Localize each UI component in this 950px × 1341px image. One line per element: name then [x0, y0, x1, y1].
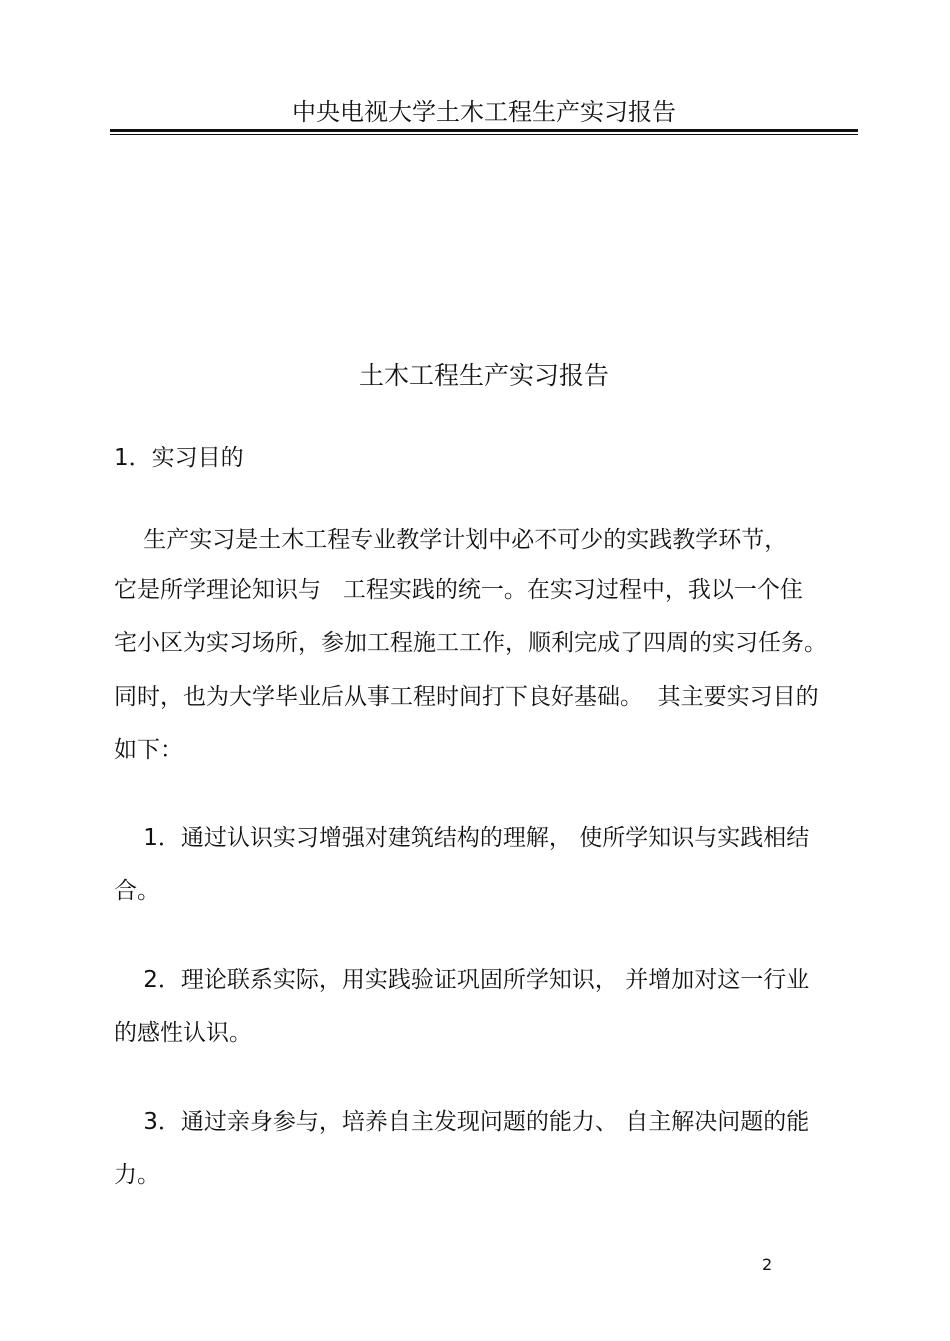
paragraph-line: 生产实习是土木工程专业教学计划中必不可少的实践教学环节， [114, 527, 788, 553]
goal-line: 合。 [114, 878, 160, 904]
goal-line: 2．理论联系实际，用实践验证巩固所学知识， 并增加对这一行业 [114, 967, 810, 993]
paragraph-line: 如下： [114, 737, 183, 763]
section-heading: 1．实习目的 [114, 445, 244, 471]
goal-line: 力。 [114, 1162, 160, 1188]
header-rule-thin [110, 134, 858, 135]
goal-line: 3．通过亲身参与，培养自主发现问题的能力、 自主解决问题的能 [114, 1109, 810, 1135]
page-number: 2 [762, 1255, 773, 1274]
document-title: 土木工程生产实习报告 [358, 361, 609, 390]
header-title: 中央电视大学土木工程生产实习报告 [292, 98, 676, 126]
goal-line: 的感性认识。 [114, 1020, 252, 1046]
goal-line: 1．通过认识实习增强对建筑结构的理解， 使所学知识与实践相结 [114, 825, 810, 851]
paragraph-line: 它是所学理论知识与 工程实践的统一。在实习过程中，我以一个住 [114, 577, 803, 603]
paragraph-line: 宅小区为实习场所，参加工程施工工作，顺利完成了四周的实习任务。 [114, 630, 827, 656]
header-rule-thick [110, 129, 858, 132]
paragraph-line: 同时，也为大学毕业后从事工程时间打下良好基础。 其主要实习目的 [114, 684, 819, 710]
